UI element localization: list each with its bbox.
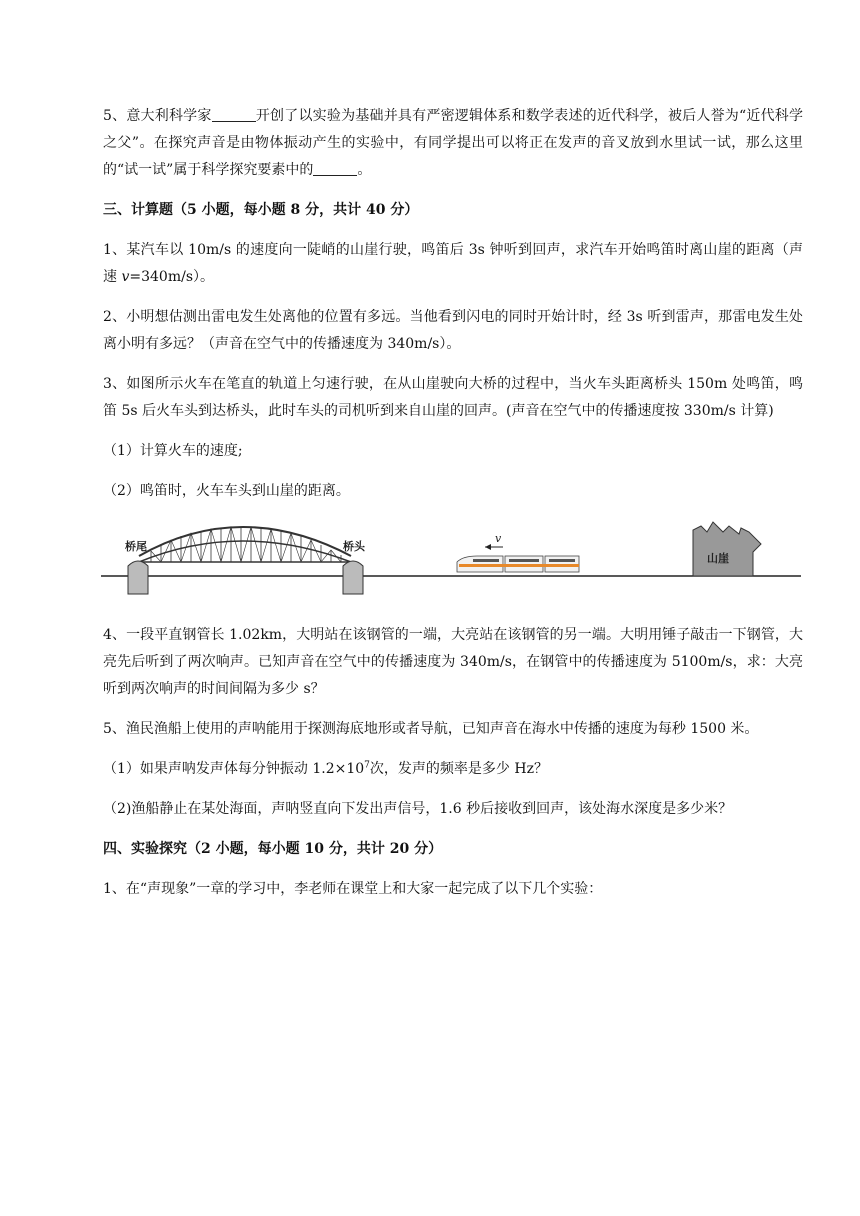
calc-question-5-sub-1: [103, 756, 803, 783]
c1-prefix: 1、某汽车以 10m/s 的速度向一陡峭的山崖行驶，鸣笛后 3s 钟听到回声，求汽车开始鸣笛时离山崖的距离（声速: [103, 242, 803, 285]
q5-middle: 开创了以实验为基础并具有严密逻辑体系和数学表述的近代科学，被后人誉为“近代科学之父”。在探究声音是由物体振动产生的实验中，有同学提出可以将正在发声的音叉放到水里试一试，那么这里的“试一试”属于科学探究要素中的: [103, 108, 803, 178]
answer-blank-1[interactable]: [212, 105, 256, 122]
bridge-head-pier: [343, 561, 363, 594]
calc-question-2: 2、小明想估测出雷电发生处离他的位置有多远。当他看到闪电的同时开始计时，经 3s 听到雷声，那雷电发生处离小明有多远？（声音在空气中的传播速度为 340m/s）。: [103, 309, 803, 352]
calc-question-5: 5、渔民渔船上使用的声呐能用于探测海底地形或者导航，已知声音在海水中传播的速度为每秒 1500 米。: [103, 721, 759, 737]
c5-sub1-suffix: 次，发声的频率是多少 Hz？: [369, 761, 548, 777]
train-bridge-cliff-figure: [101, 518, 801, 618]
document-page: [103, 103, 803, 916]
bridge: [139, 527, 351, 562]
bridge-head-label: 桥头: [343, 540, 365, 553]
train: [457, 556, 579, 572]
answer-blank-2[interactable]: [313, 159, 357, 176]
calc-question-3: 3、如图所示火车在笔直的轨道上匀速行驶，在从山崖驶向大桥的过程中，当火车头距离桥头 150m 处鸣笛，鸣笛 5s 后火车头到达桥头，此时车头的司机听到来自山崖的回声。(声音在空气中的传播速度按 330m/s 计算): [103, 376, 803, 419]
calc-question-1: [103, 237, 803, 291]
q5-suffix: 。: [357, 162, 372, 178]
calc-question-3-sub-2: （2）鸣笛时，火车车头到山崖的距离。: [103, 483, 350, 499]
section-4-heading: 四、实验探究（2 小题，每小题 10 分，共计 20 分）: [103, 841, 443, 857]
calc-question-5-sub-2: （2)渔船静止在某处海面，声呐竖直向下发出声信号，1.6 秒后接收到回声，该处海水深度是多少米？: [103, 801, 733, 817]
question-5-fill-blank: [103, 103, 803, 184]
bridge-tail-label: 桥尾: [125, 540, 147, 553]
cliff-label: 山崖: [707, 552, 729, 565]
calc-question-3-sub-1: （1）计算火车的速度;: [103, 443, 243, 459]
c1-suffix: =340m/s）。: [129, 269, 215, 285]
q5-prefix: 5、意大利科学家: [103, 108, 212, 124]
cliff: [693, 522, 761, 576]
c5-sub1-prefix: （1）如果声呐发声体每分钟振动 1.2×10: [103, 761, 365, 777]
c1-variable: v: [121, 269, 130, 285]
calc-question-4: 4、一段平直钢管长 1.02km，大明站在该钢管的一端，大亮站在该钢管的另一端。大明用锤子敲击一下钢管，大亮先后听到了两次响声。已知声音在空气中的传播速度为 340m/s，在钢管中的传播速度为 5100m/s，求：大亮听到两次响声的时间间隔为多少 s？: [103, 627, 803, 697]
c5-sub1-exponent: 7: [364, 760, 370, 771]
velocity-label: v: [495, 532, 502, 545]
section-3-heading: 三、计算题（5 小题，每小题 8 分，共计 40 分）: [103, 202, 419, 218]
figure-drawing: [101, 518, 801, 618]
experiment-question-1: 1、在“声现象”一章的学习中，李老师在课堂上和大家一起完成了以下几个实验：: [103, 881, 603, 897]
bridge-tail-pier: [128, 561, 148, 594]
